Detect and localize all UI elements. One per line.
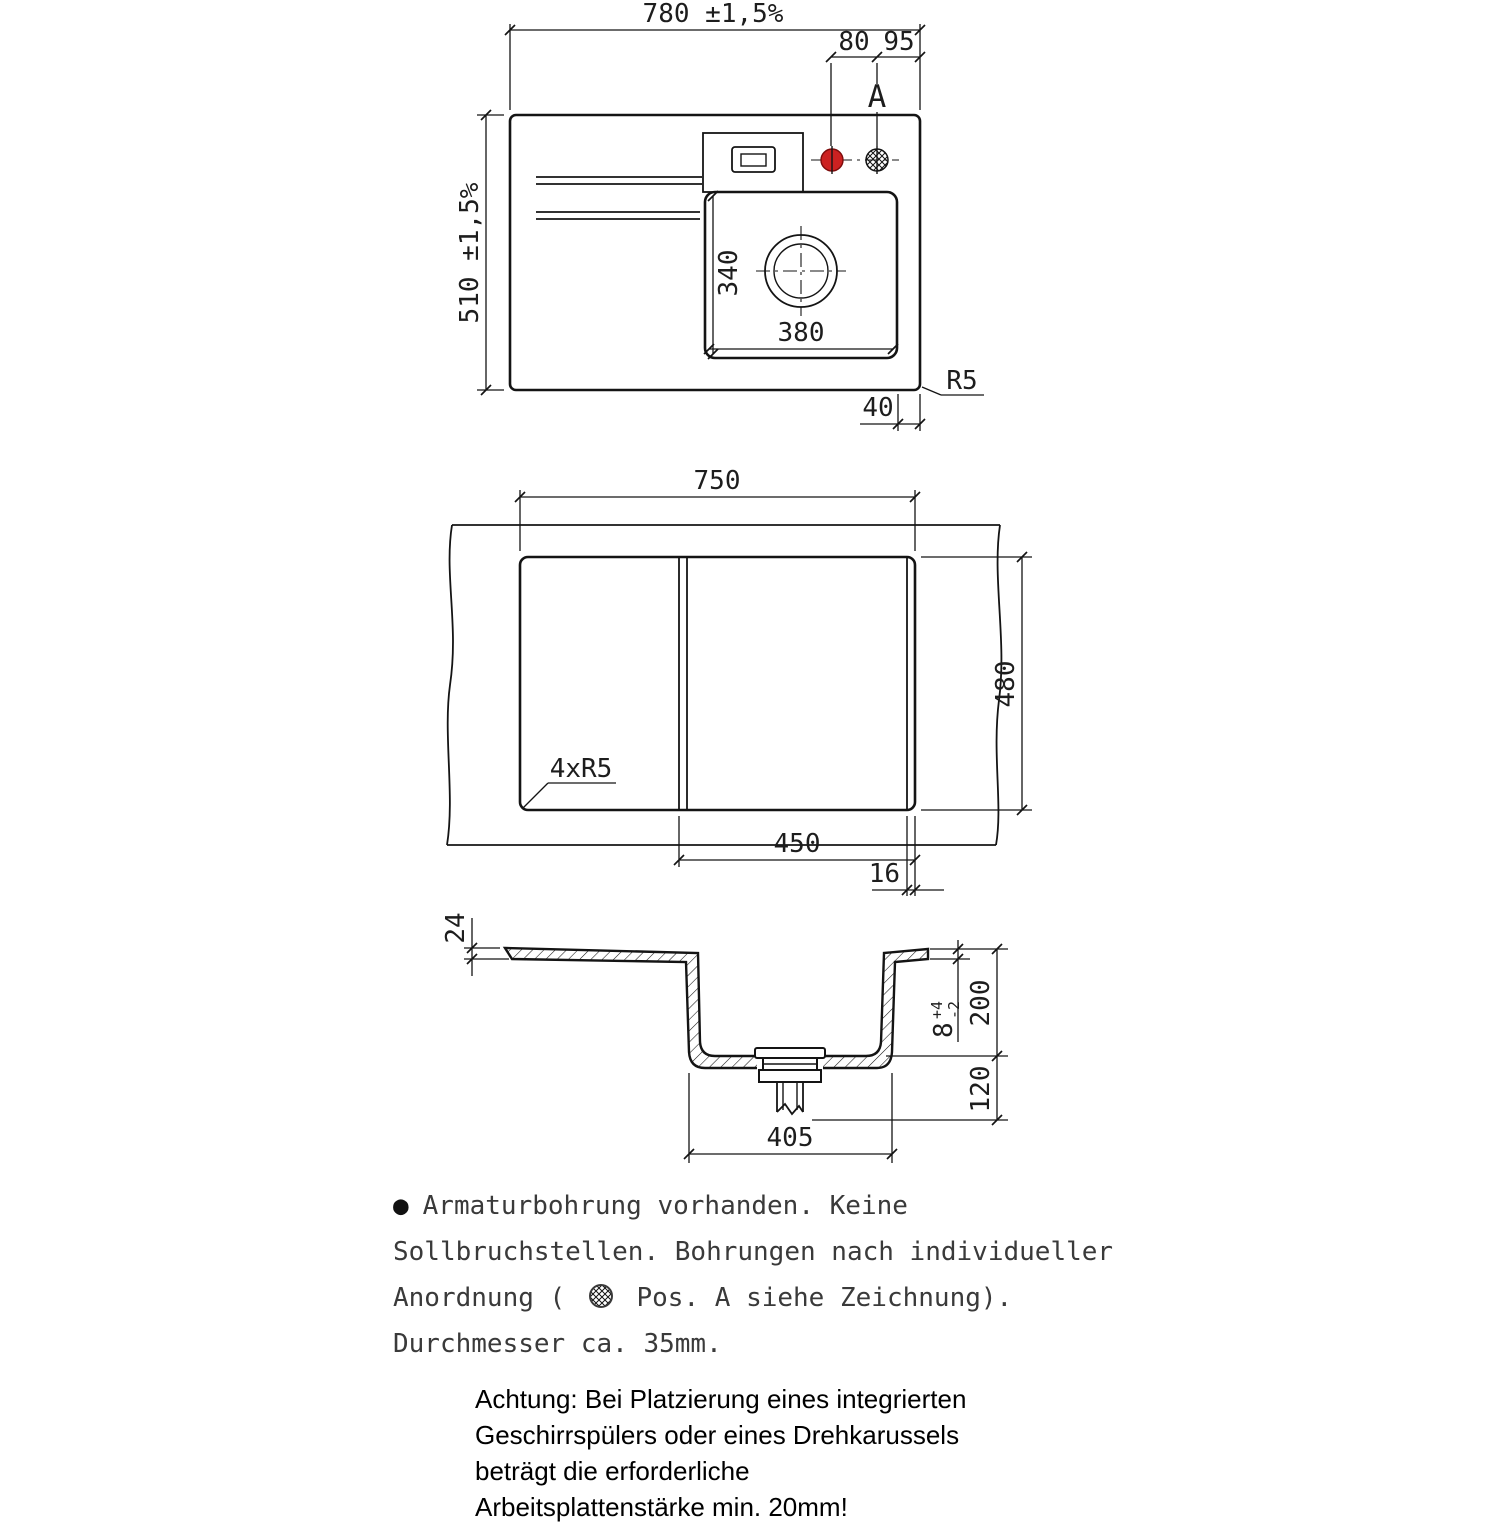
warning-line-1: Achtung: Bei Platzierung eines integrierten <box>475 1384 967 1414</box>
tap-hole-red-icon <box>821 146 843 174</box>
bullet-icon: ● <box>393 1191 409 1221</box>
warning-line-4: Arbeitsplattenstärke min. 20mm! <box>475 1492 848 1522</box>
dim-200-label: 200 <box>966 979 996 1027</box>
dim-750 <box>515 466 920 551</box>
dim-8-label: 8 <box>929 1022 959 1038</box>
worktop-outline <box>447 525 1001 845</box>
notes-line-4 <box>393 1321 1173 1367</box>
dim-16-label: 16 <box>868 859 900 889</box>
dim-8-tol-minus: -2 <box>945 1000 963 1019</box>
drain-locknut <box>759 1070 821 1082</box>
tap-deck <box>703 133 803 192</box>
dim-450-label: 450 <box>773 829 821 859</box>
dim-480-label: 480 <box>991 660 1021 708</box>
tap-hole-slot-icon <box>732 147 775 172</box>
dim-380-label: 380 <box>777 318 825 348</box>
notes-line-1-text: Armaturbohrung vorhanden. Keine <box>422 1191 908 1221</box>
pos-a-label: A <box>867 79 887 115</box>
dim-780-label: 780 ±1,5% <box>642 0 784 29</box>
section-view <box>441 912 1008 1163</box>
dim-340 <box>708 191 744 359</box>
hatched-circle-icon <box>587 1282 615 1310</box>
notes-line-1 <box>393 1183 1173 1229</box>
notes-line-3-post: Pos. A siehe Zeichnung). <box>636 1283 1013 1313</box>
notes-line-3-pre: Anordnung ( <box>393 1283 566 1313</box>
dim-405 <box>684 1073 897 1163</box>
dim-750-label: 750 <box>693 466 741 496</box>
pipe-break-icon <box>777 1104 803 1114</box>
dim-24-label: 24 <box>441 912 471 944</box>
drain-plan <box>756 226 846 316</box>
dim-510 <box>455 110 504 395</box>
dim-405-label: 405 <box>766 1123 814 1153</box>
dim-380 <box>704 318 898 354</box>
notes-line-2 <box>393 1229 1173 1275</box>
notes-line-2-text: Sollbruchstellen. Bohrungen nach individueller <box>393 1237 1114 1267</box>
dim-40-label: 40 <box>862 393 894 423</box>
pos-a-hatched-circle-icon <box>866 146 888 174</box>
plan-view <box>455 0 984 431</box>
radius-r5-label: R5 <box>946 366 978 396</box>
dim-95-label: 95 <box>883 27 915 57</box>
dim-40 <box>860 393 925 431</box>
dim-340-label: 340 <box>714 249 744 297</box>
cutout-view <box>447 466 1032 896</box>
dim-16 <box>869 816 944 896</box>
warning-block <box>475 1381 1035 1525</box>
notes-line-4-text: Durchmesser ca. 35mm. <box>393 1329 722 1359</box>
warning-line-2: Geschirrspülers oder eines Drehkarussels <box>475 1420 960 1450</box>
dim-24 <box>441 912 509 976</box>
dim-120-label: 120 <box>966 1065 996 1113</box>
drain-assembly <box>755 1048 825 1114</box>
drain-flange <box>755 1048 825 1058</box>
section-shell <box>505 948 928 1068</box>
break-line-left <box>447 525 453 845</box>
radius-r5-callout <box>922 366 984 396</box>
corner-radius-label: 4xR5 <box>549 754 613 784</box>
dim-510-label: 510 ±1,5% <box>455 182 485 324</box>
warning-line-3: beträgt die erforderliche <box>475 1456 750 1486</box>
corner-radius-callout <box>523 754 616 808</box>
dim-8-tol-plus: +4 <box>928 1000 946 1019</box>
notes-block <box>393 1183 1173 1367</box>
notes-line-3 <box>393 1275 1173 1321</box>
drainboard-grooves <box>536 177 702 219</box>
dim-80-label: 80 <box>838 27 870 57</box>
dim-480 <box>921 552 1032 815</box>
